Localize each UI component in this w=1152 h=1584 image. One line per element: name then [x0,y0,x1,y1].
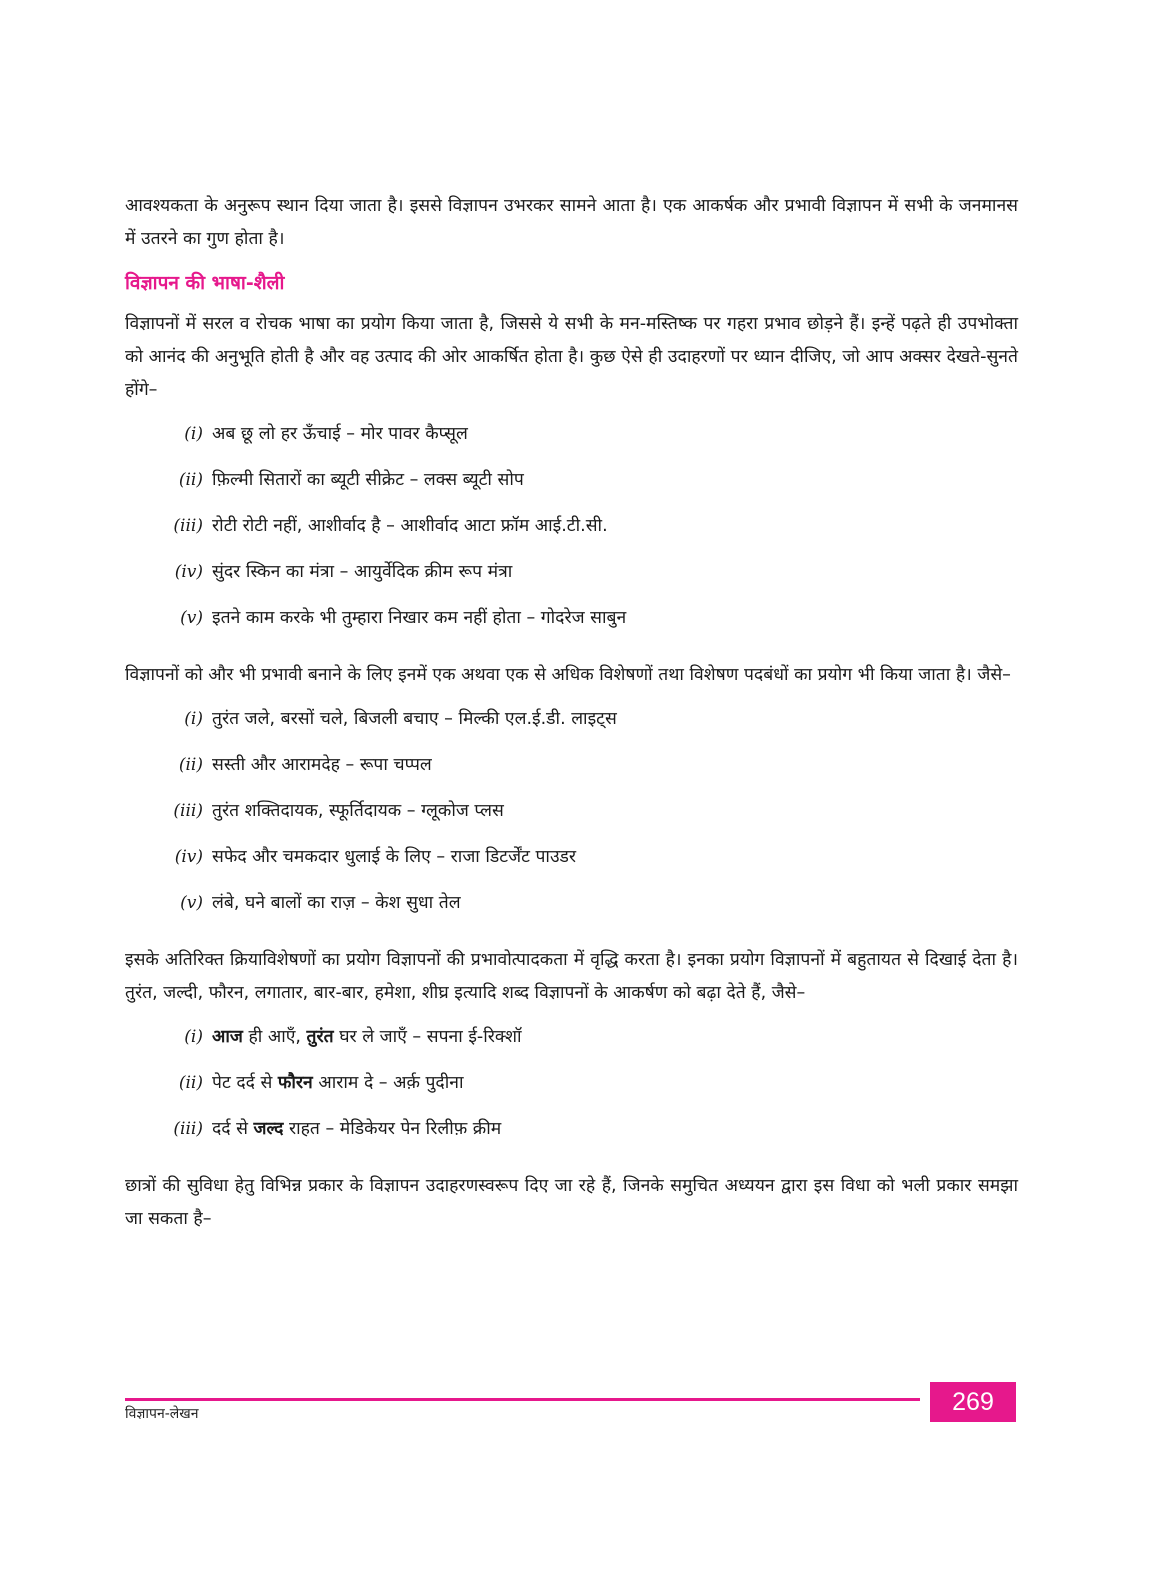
list-number: (v) [180,608,203,628]
list-text: अब छू लो हर ऊँचाई – मोर पावर कैप्सूल [212,424,468,444]
list-item [125,1022,1018,1068]
list-item [125,465,1018,511]
list-item [125,888,1018,934]
list-text: दर्द से [212,1119,254,1139]
section-heading: विज्ञापन की भाषा-शैली [125,272,285,294]
list-text: सस्ती और आरामदेह – रूपा चप्पल [212,755,432,775]
chapter-title: विज्ञापन-लेखन [125,1406,199,1422]
bold-word: तुरंत [306,1027,334,1047]
list-number: (ii) [178,470,203,490]
list-text: सफेद और चमकदार धुलाई के लिए – राजा डिटर्जेंट पाउडर [212,847,577,867]
list-number: (i) [184,424,203,444]
list-item [125,511,1018,557]
list-number: (ii) [178,1073,203,1093]
list-number: (v) [180,893,203,913]
list-number: (i) [184,1027,203,1047]
list-number: (iii) [173,1119,203,1139]
list-item [125,704,1018,750]
list-item [125,557,1018,603]
bold-word: आज [212,1027,243,1047]
list-text: फ़िल्मी सितारों का ब्यूटी सीक्रेट – लक्स ब्यूटी सोप [212,470,524,490]
list-text: रोटी रोटी नहीं, आशीर्वाद है – आशीर्वाद आटा फ्रॉम आई.टी.सी. [212,516,608,536]
list-item [125,1114,1018,1160]
paragraph-closing: छात्रों की सुविधा हेतु विभिन्न प्रकार के विज्ञापन उदाहरणस्वरूप दिए जा रहे हैं, जिनके समुचित अध्ययन द्वारा इस विधा को भली प्रकार समझा जा सकता है– [125,1176,1018,1229]
list-text: राहत – मेडिकेयर पेन रिलीफ़ क्रीम [283,1119,502,1139]
slogan-list-1 [125,419,1018,649]
list-text: तुरंत जले, बरसों चले, बिजली बचाए – मिल्की एल.ई.डी. लाइट्स [212,709,617,729]
paragraph-adjectives: विज्ञापनों को और भी प्रभावी बनाने के लिए इनमें एक अथवा एक से अधिक विशेषणों तथा विशेषण पदबंधों का प्रयोग भी किया जाता है। जैसे– [125,665,1011,685]
list-number: (iv) [174,562,203,582]
page-content [125,190,1018,1248]
intro-paragraph: आवश्यकता के अनुरूप स्थान दिया जाता है। इससे विज्ञापन उभरकर सामने आता है। एक आकर्षक और प्रभावी विज्ञापन में सभी के जनमानस में उतरने का गुण होता है। [125,196,1018,249]
list-number: (i) [184,709,203,729]
list-item [125,842,1018,888]
list-text: सुंदर स्किन का मंत्रा – आयुर्वेदिक क्रीम रूप मंत्रा [212,562,513,582]
list-text: पेट दर्द से [212,1073,278,1093]
list-text: तुरंत शक्तिदायक, स्फूर्तिदायक – ग्लूकोज प्लस [212,801,504,821]
list-text: लंबे, घने बालों का राज़ – केश सुधा तेल [212,893,461,913]
list-text: इतने काम करके भी तुम्हारा निखार कम नहीं होता – गोदरेज साबुन [212,608,627,628]
bold-word: फौरन [277,1073,313,1093]
list-item [125,419,1018,465]
slogan-list-2 [125,704,1018,934]
list-text: ही आएँ, [242,1027,307,1047]
bold-word: जल्द [253,1119,284,1139]
slogan-list-3 [125,1022,1018,1160]
list-item [125,603,1018,649]
footer-divider [125,1398,920,1401]
list-text: आराम दे – अर्क़ पुदीना [312,1073,464,1093]
list-number: (iv) [174,847,203,867]
list-number: (ii) [178,755,203,775]
page-number: 269 [930,1382,1016,1422]
list-item [125,750,1018,796]
paragraph-adverbs: इसके अतिरिक्त क्रियाविशेषणों का प्रयोग विज्ञापनों की प्रभावोत्पादकता में वृद्धि करता है। इनका प्रयोग विज्ञापनों में बहुतायत से दिखाई देता है। तुरंत, जल्दी, फौरन, लगातार, बार-बार, हमेशा, शीघ्र इत्यादि शब्द विज्ञापनों के आकर्षण को बढ़ा देते हैं, जैसे– [125,950,1018,1003]
paragraph-language-style: विज्ञापनों में सरल व रोचक भाषा का प्रयोग किया जाता है, जिससे ये सभी के मन-मस्तिष्क पर गहरा प्रभाव छोड़ने हैं। इन्हें पढ़ते ही उपभोक्ता को आनंद की अनुभूति होती है और वह उत्पाद की ओर आकर्षित होता है। कुछ ऐसे ही उदाहरणों पर ध्यान दीजिए, जो आप अक्सर देखते-सुनते होंगे– [125,314,1018,400]
list-item [125,1068,1018,1114]
list-text: घर ले जाएँ – सपना ई-रिक्शॉ [333,1027,522,1047]
list-number: (iii) [173,516,203,536]
list-number: (iii) [173,801,203,821]
list-item [125,796,1018,842]
